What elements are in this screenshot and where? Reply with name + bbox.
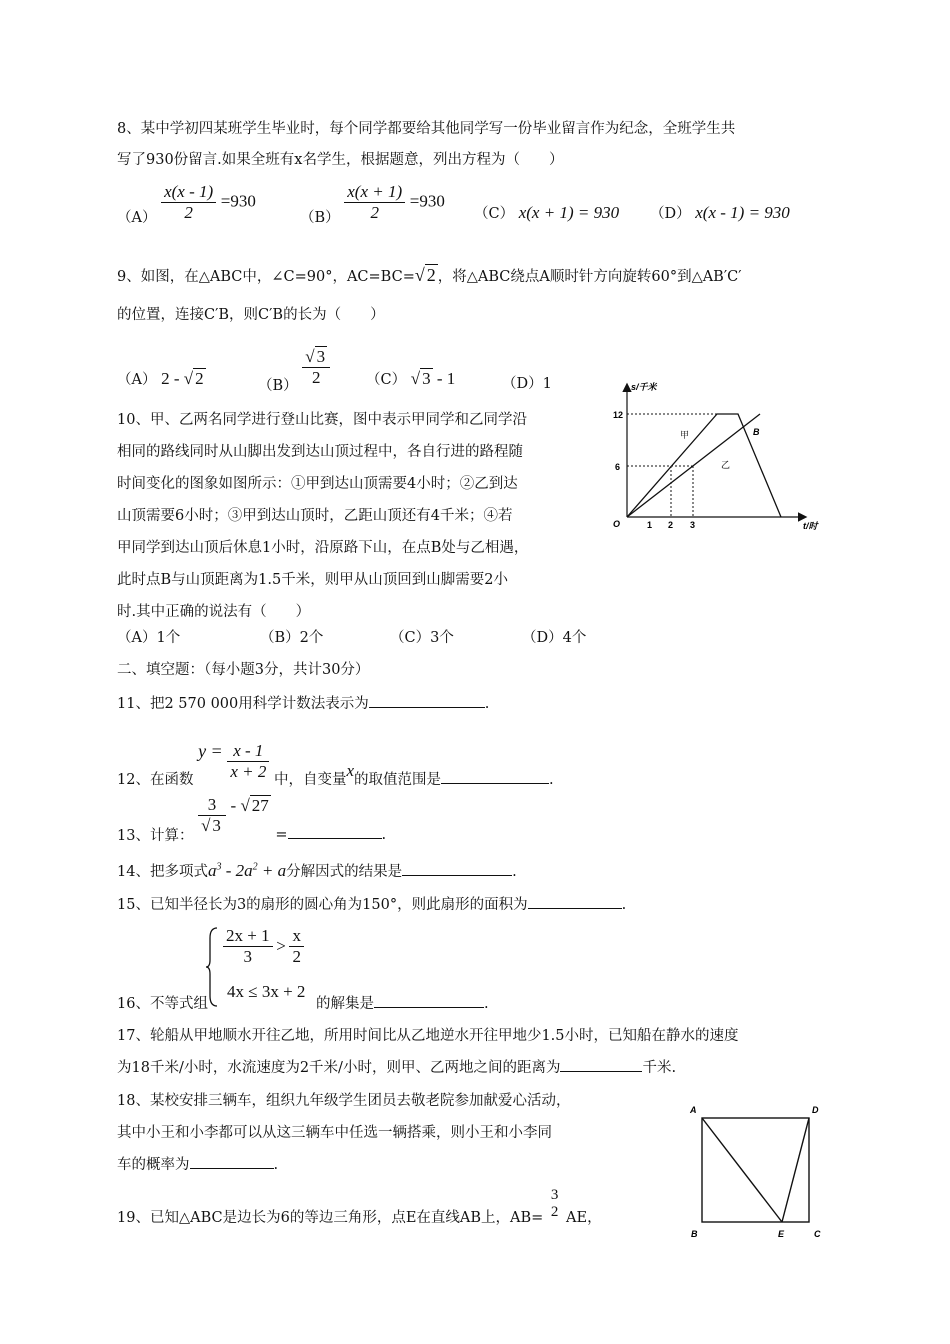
q10-stem: 10、甲、乙两名同学进行登山比赛，图中表示甲同学和乙同学沿 相同的路线同时从山脚出发到达山顶过程中，各自行进的路程随 时间变化的图象如图所示：①甲到达山顶需要4小时；②乙到达 山顶需要6小时；③甲到达山顶时，乙距山顶还有4千米；④若 甲同学到达山顶后休息1小时，沿原路下山，在点B处与乙相遇， 此时点B与山顶距离为1.5千米，则甲从山顶回到山脚需要2小 时.其中正确的说法有（ ）	[117, 412, 529, 620]
point-b-label: B	[753, 427, 760, 437]
q16-prefix: 16、不等式组	[117, 996, 208, 1012]
q15-answer-blank[interactable]	[528, 908, 622, 909]
x-tick-2: 2	[668, 520, 674, 530]
yi-label: 乙	[721, 460, 731, 470]
q9-option-d: （D）1	[502, 376, 552, 392]
q9-option-c: （C） √ 3 - 1	[366, 369, 456, 388]
q11-answer-blank[interactable]	[369, 707, 485, 708]
q18-line1: 18、某校安排三辆车，组织九年级学生团员去敬老院参加献爱心活动，	[117, 1093, 571, 1109]
q8-b-denominator: 2	[370, 203, 379, 222]
x-tick-1: 1	[647, 520, 653, 530]
segment-ae	[702, 1118, 782, 1222]
q14: 14、把多项式$a^3 - 2a^2 + a$分解因式的结果是 .	[117, 861, 517, 880]
jia-label: 甲	[680, 430, 690, 440]
q13-answer-blank[interactable]	[288, 838, 382, 839]
y-tick-12: 12	[613, 410, 624, 420]
q8-a-denominator: 2	[184, 203, 193, 222]
label-e: E	[778, 1229, 785, 1239]
q8-option-b: （B） $\frac{x(x + 1)}{2}$ =930	[300, 182, 445, 226]
q10-distance-time-graph	[605, 375, 845, 540]
q8-b-numerator: x(x + 1)	[344, 182, 405, 203]
square-abcd	[702, 1118, 809, 1222]
q8-stem-line1: 8、某中学初四某班学生毕业时，每个同学都要给其他同学写一份毕业留言作为纪念，全班学生共	[117, 121, 736, 137]
q12-answer-blank[interactable]	[441, 783, 549, 784]
q14-answer-blank[interactable]	[402, 875, 512, 876]
segment-de	[782, 1118, 809, 1222]
q9-option-a: （A） 2 - √ 2	[117, 369, 204, 388]
q8-option-c: （C） x(x + 1) = 930	[474, 203, 620, 222]
label-d: D	[812, 1105, 819, 1115]
q8-a-numerator: x(x - 1)	[161, 182, 216, 203]
q18-line3: 车的概率为 .	[117, 1157, 279, 1173]
origin-label: O	[613, 519, 621, 529]
q16-suffix: 的解集是 .	[316, 996, 489, 1012]
q9-stem-line2: 的位置，连接C′B，则C′B的长为（ ）	[117, 307, 385, 323]
q12: 12、在函数 y = $\frac{x - 1}{x + 2}$ 中，自变量x的取值范围是 .	[117, 741, 554, 788]
q17-line2: 为18千米/小时，水流速度为2千米/小时，则甲、乙两地之间的距离为 千米.	[117, 1060, 677, 1076]
q15: 15、已知半径长为3的扇形的圆心角为150°，则此扇形的面积为 .	[117, 897, 627, 913]
section-2-heading: 二、填空题：（每小题3分，共计30分）	[117, 662, 370, 678]
q19: 19、已知△ABC是边长为6的等边三角形，点E在直线AB上，AB= 3 2 AE，	[117, 1186, 602, 1226]
q10-option-a: （A）1个	[117, 630, 181, 646]
label-b: B	[691, 1229, 698, 1239]
q10-option-c: （C）3个	[390, 630, 454, 646]
label-c: C	[814, 1229, 821, 1239]
square-figure	[685, 1098, 835, 1243]
q18-answer-blank[interactable]	[190, 1168, 274, 1169]
yi-line	[627, 414, 760, 517]
q17-line1: 17、轮船从甲地顺水开往乙地，所用时间比从乙地逆水开往甲地少1.5小时，已知船在静水的速度	[117, 1028, 739, 1044]
q16-line2: 4x ≤ 3x + 2	[227, 982, 306, 1001]
q8-option-a: （A） $\frac{x(x - 1)}{2}$ =930	[117, 182, 256, 226]
y-axis-label: s/千米	[631, 382, 657, 392]
left-brace	[205, 926, 219, 1008]
q10-option-b: （B）2个	[260, 630, 324, 646]
q11: 11、把2 570 000用科学计数法表示为 .	[117, 696, 490, 712]
x-tick-3: 3	[690, 520, 696, 530]
q16-answer-blank[interactable]	[374, 1007, 484, 1008]
label-a: A	[690, 1105, 697, 1115]
q9-stem-line1: 9、如图，在△ABC中，∠C=90°，AC=BC=√ 2 ，将△ABC绕点A顺时针方向旋转60°到△AB′C′	[117, 265, 742, 285]
q8-stem-line2: 写了930份留言.如果全班有x名学生，根据题意，列出方程为（ ）	[117, 152, 564, 168]
q13: 13、计算： $\frac{3}{√ 3}$ - √ 27 = .	[117, 795, 387, 844]
q17-answer-blank[interactable]	[560, 1071, 642, 1072]
q18-line2: 其中小王和小李都可以从这三辆车中任选一辆搭乘，则小王和小李同	[117, 1125, 552, 1141]
q10-option-d: （D）4个	[522, 630, 587, 646]
q8-option-d: （D） x(x - 1) = 930	[650, 203, 790, 222]
q9-option-b: （B） $\frac{√ 3}{2}$	[258, 340, 330, 395]
y-tick-6: 6	[615, 462, 621, 472]
x-axis-label: t/时	[803, 521, 818, 531]
